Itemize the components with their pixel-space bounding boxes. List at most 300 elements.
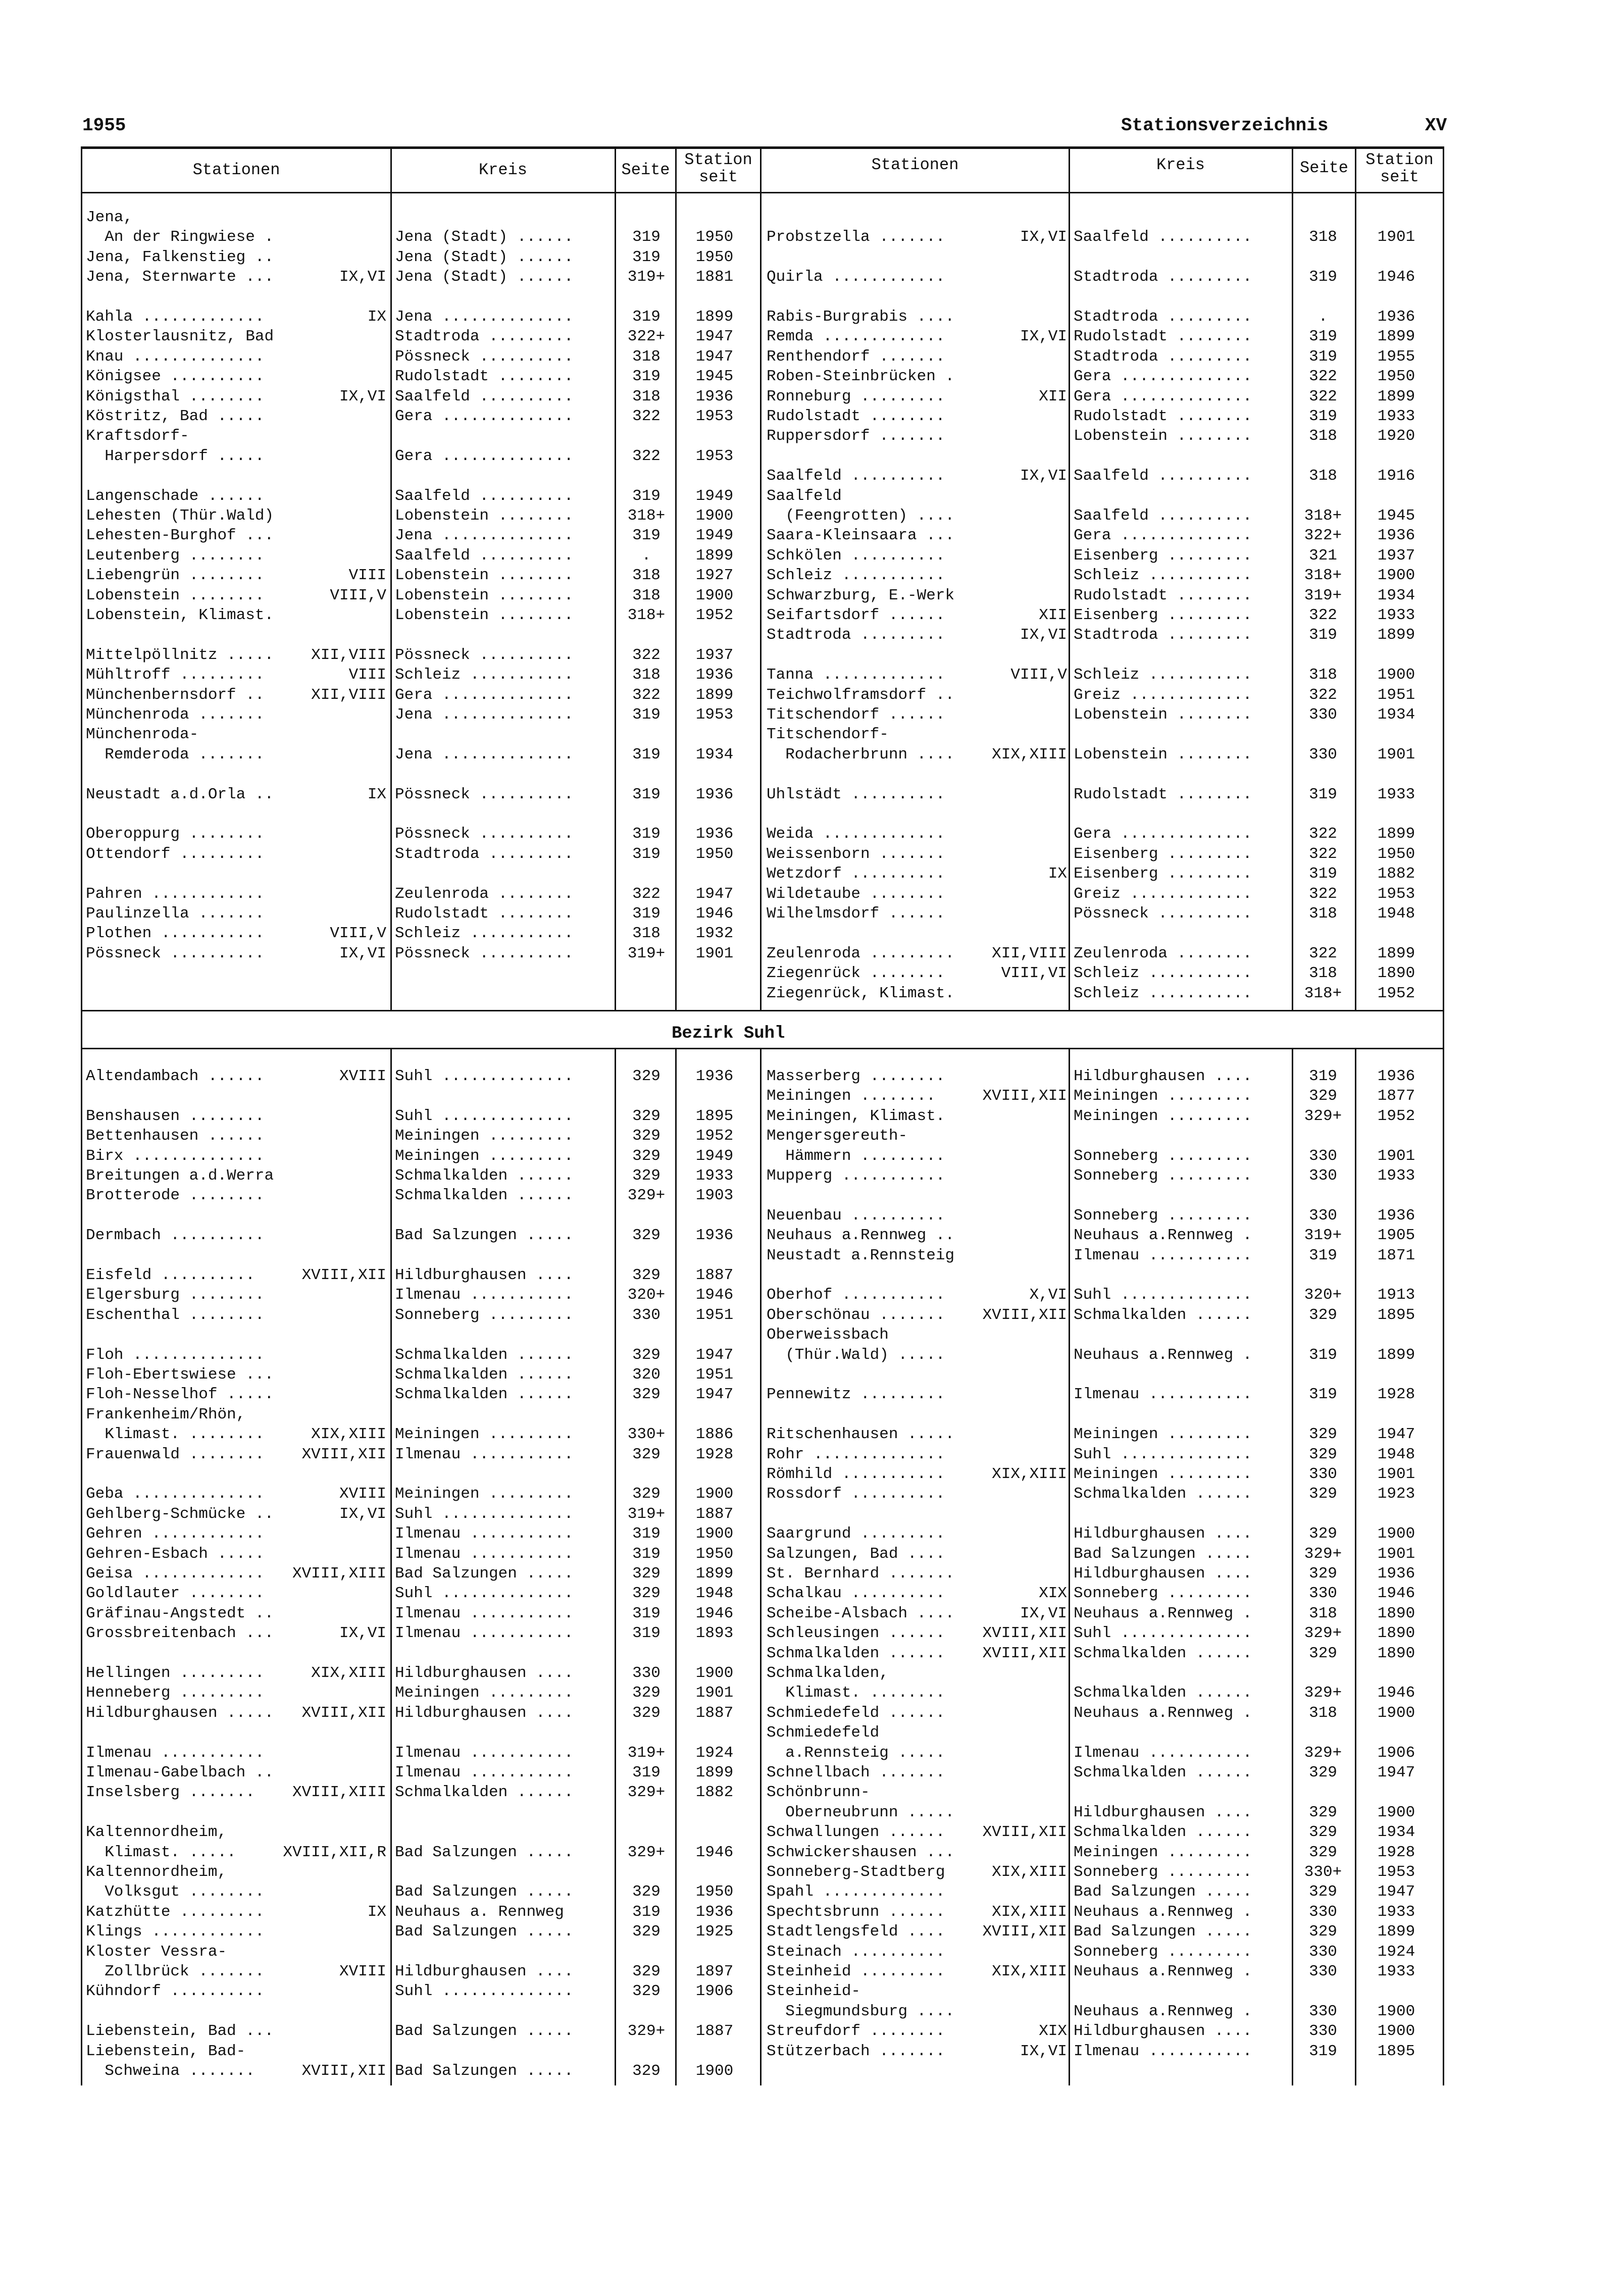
station-name: Lehesten-Burghof ... [86, 527, 274, 545]
station-seit-value: 1916 [1377, 467, 1415, 485]
line-number: VIII,V [330, 586, 386, 604]
station-name: Münchenroda ....... [86, 706, 265, 724]
station-seit-value: 1901 [695, 944, 734, 962]
station-name: Schwarzburg, E.-Werk [767, 586, 955, 604]
station-name: Spechtsbrunn ...... [767, 1903, 945, 1921]
kreis-name: Hildburghausen .... [1074, 1067, 1252, 1085]
line-number: XIX,XIII [311, 1425, 386, 1444]
station-name: Steinheid- [767, 1982, 861, 2001]
station-name: Titschendorf- [767, 726, 889, 744]
header-kreis-right: Kreis [1156, 156, 1205, 174]
line-number: XVIII,XIII [292, 1565, 386, 1583]
station-seit-value: 1906 [1377, 1744, 1415, 1762]
kreis-name: Saalfeld .......... [1074, 507, 1252, 525]
seite-value: 322 [632, 407, 661, 425]
station-seit-value: 1946 [695, 905, 734, 923]
station-seit-value: 1953 [1377, 885, 1415, 903]
seite-value: 329 [1309, 1485, 1337, 1503]
station-name: Rodacherbrunn .... [767, 745, 955, 763]
station-name: Pössneck .......... [86, 944, 265, 962]
seite-value: 319 [632, 845, 661, 863]
seite-value: 329 [632, 1147, 661, 1165]
seite-value: 322 [1309, 885, 1337, 903]
bezirk-heading: Bezirk Suhl [672, 1024, 785, 1043]
seite-value: 320+ [627, 1286, 666, 1304]
seite-value: 322+ [1304, 527, 1342, 545]
line-number: XIX [1039, 1585, 1067, 1603]
station-seit-value: 1899 [1377, 944, 1415, 962]
kreis-name: Bad Salzungen ..... [395, 1883, 574, 1901]
station-name: Jena, Falkenstieg .. [86, 248, 274, 266]
kreis-name: Rudolstadt ........ [395, 905, 574, 923]
seite-value: 318 [1309, 1704, 1337, 1722]
seite-value: 329 [1309, 1923, 1337, 1941]
seite-value: 319 [632, 228, 661, 246]
line-number: IX [367, 785, 386, 803]
station-name: Steinheid ......... [767, 1963, 945, 1980]
station-seit-value: 1950 [695, 1883, 734, 1901]
line-number: IX,VI [1020, 1604, 1067, 1622]
kreis-name: Sonneberg ......... [1074, 1167, 1252, 1185]
station-seit-value: 1925 [695, 1923, 734, 1941]
station-seit-value: 1950 [695, 248, 734, 266]
station-name: Königsthal ........ [86, 387, 265, 405]
kreis-name: Bad Salzungen ..... [395, 1227, 574, 1245]
station-name: Mengersgereuth- [767, 1127, 908, 1145]
col-divider [760, 1048, 762, 2085]
kreis-name: Meiningen ......... [395, 1425, 574, 1444]
station-seit-value: 1900 [695, 1485, 734, 1503]
line-number: IX [367, 308, 386, 326]
col-divider [1069, 146, 1070, 1010]
line-number: IX,VI [339, 1624, 386, 1643]
seite-value: 318 [1309, 964, 1337, 983]
station-name: Remda ............. [767, 328, 945, 346]
station-name: Zeulenroda ......... [767, 944, 955, 962]
line-number: VIII,V [330, 925, 386, 943]
station-seit-value: 1936 [695, 1903, 734, 1921]
kreis-name: Schmalkalden ...... [395, 1346, 574, 1364]
seite-value: 318+ [1304, 507, 1342, 525]
station-seit-value: 1933 [1377, 407, 1415, 425]
kreis-name: Zeulenroda ........ [395, 885, 574, 903]
seite-value: 329 [632, 1485, 661, 1503]
seite-value: 318 [1309, 666, 1337, 684]
station-seit-value: 1895 [1377, 2042, 1415, 2060]
station-name: Jena, [86, 209, 133, 226]
station-name: Schwallungen ...... [767, 1823, 945, 1842]
seite-value: 318+ [1304, 567, 1342, 585]
station-name: Gehlberg-Schmücke .. [86, 1505, 274, 1523]
kreis-name: Bad Salzungen ..... [1074, 1545, 1252, 1563]
station-name: Wetzdorf .......... [767, 865, 945, 883]
station-name: Altendambach ...... [86, 1067, 265, 1085]
station-name: Liebengrün ........ [86, 567, 265, 585]
station-name: Mupperg ........... [767, 1167, 945, 1185]
kreis-name: Bad Salzungen ..... [395, 2062, 574, 2080]
station-name: Kraftsdorf- [86, 427, 189, 445]
station-name: Meiningen, Klimast. [767, 1107, 945, 1125]
kreis-name: Sonneberg ......... [1074, 1147, 1252, 1165]
seite-value: 319 [1309, 1067, 1337, 1085]
seite-value: 319 [632, 1624, 661, 1643]
station-name: Schmalkalden, [767, 1664, 889, 1682]
kreis-name: Meiningen ......... [395, 1147, 574, 1165]
line-number: XVIII [339, 1485, 386, 1503]
kreis-name: Suhl .............. [395, 1067, 574, 1085]
station-name: Hellingen ......... [86, 1664, 265, 1682]
kreis-name: Neuhaus a.Rennweg . [1074, 2002, 1252, 2020]
station-name: Kahla ............. [86, 308, 265, 326]
line-number: XIX [1039, 2022, 1067, 2041]
kreis-name: Schmalkalden ...... [1074, 1485, 1252, 1503]
station-name: Titschendorf ...... [767, 706, 945, 724]
station-seit-value: 1933 [1377, 1167, 1415, 1185]
station-seit-value: 1936 [1377, 308, 1415, 326]
station-seit-value: 1933 [1377, 785, 1415, 803]
station-seit-value: 1900 [695, 1525, 734, 1543]
page-title: Stationsverzeichnis [1121, 115, 1329, 136]
station-seit-value: 1901 [1377, 1545, 1415, 1563]
kreis-name: Rudolstadt ........ [1074, 328, 1252, 346]
station-seit-value: 1951 [1377, 686, 1415, 704]
seite-value: 319 [632, 308, 661, 326]
station-name: Schmiedefeld ...... [767, 1704, 945, 1722]
station-name: Floh .............. [86, 1346, 265, 1364]
seite-value: 329 [632, 1963, 661, 1980]
station-seit-value: 1952 [1377, 984, 1415, 1002]
line-number: VIII,V [1010, 666, 1067, 684]
seite-value: 329 [632, 1585, 661, 1603]
kreis-name: Pössneck .......... [395, 646, 574, 664]
seite-value: 319 [632, 1764, 661, 1781]
kreis-name: Saalfeld .......... [395, 487, 574, 505]
kreis-name: Schmalkalden ...... [395, 1167, 574, 1185]
kreis-name: Jena (Stadt) ...... [395, 228, 574, 246]
seite-value: . [641, 546, 651, 565]
station-seit-value: 1924 [695, 1744, 734, 1762]
seite-value: 329 [1309, 1425, 1337, 1444]
kreis-name: Sonneberg ......... [1074, 1585, 1252, 1603]
seite-value: 329 [632, 1127, 661, 1145]
station-seit-value: 1936 [695, 1067, 734, 1085]
seite-value: 329+ [1304, 1107, 1342, 1125]
station-seit-value: 1947 [695, 1346, 734, 1364]
line-number: XVIII,XII [982, 1087, 1067, 1105]
line-number: XVIII [339, 1963, 386, 1980]
kreis-name: Schleiz ........... [1074, 984, 1252, 1002]
seite-value: 318+ [627, 507, 666, 525]
seite-value: 329 [1309, 1823, 1337, 1842]
station-name: Schönbrunn- [767, 1784, 870, 1802]
station-name: Klosterlausnitz, Bad [86, 328, 274, 346]
seite-value: 319 [632, 527, 661, 545]
header-station-seit-right [1356, 151, 1443, 186]
kreis-name: Meiningen ......... [395, 1127, 574, 1145]
seite-value: 322 [1309, 606, 1337, 624]
station-seit-value: 1947 [695, 885, 734, 903]
seite-value: 330+ [627, 1425, 666, 1444]
kreis-name: Schmalkalden ...... [1074, 1684, 1252, 1702]
kreis-name: Stadtroda ......... [395, 845, 574, 863]
station-seit-value: 1899 [695, 308, 734, 326]
kreis-name: Schmalkalden ...... [395, 1366, 574, 1384]
station-seit-value: 1900 [1377, 1525, 1415, 1543]
station-seit-value: 1936 [1377, 1565, 1415, 1583]
seite-value: 319 [1309, 1246, 1337, 1264]
seite-value: 320+ [1304, 1286, 1342, 1304]
kreis-name: Meiningen ......... [395, 1485, 574, 1503]
station-name: Ilmenau ........... [86, 1744, 265, 1762]
kreis-name: Lobenstein ........ [1074, 706, 1252, 724]
seite-value: 318 [632, 567, 661, 585]
station-seit-value: 1947 [1377, 1883, 1415, 1901]
station-name: Benshausen ........ [86, 1107, 265, 1125]
station-seit-value: 1953 [695, 447, 734, 465]
station-name: Liebenstein, Bad- [86, 2042, 246, 2060]
station-name: Schleiz ........... [767, 567, 945, 585]
kreis-name: Stadtroda ......... [395, 328, 574, 346]
col-divider [1355, 1048, 1356, 2085]
station-name: Seifartsdorf ...... [767, 606, 945, 624]
station-name: Streufdorf ........ [767, 2022, 945, 2041]
seite-value: 318 [632, 925, 661, 943]
station-seit-value: 1882 [695, 1784, 734, 1802]
station-name: Neustadt a.d.Orla .. [86, 785, 274, 803]
station-name: Volksgut ........ [86, 1883, 265, 1901]
kreis-name: Hildburghausen .... [1074, 2022, 1252, 2041]
seite-value: 330 [1309, 706, 1337, 724]
station-seit-value: 1900 [1377, 1803, 1415, 1821]
line-number: XIX,XIII [992, 1903, 1067, 1921]
kreis-name: Saalfeld .......... [395, 387, 574, 405]
kreis-name: Neuhaus a.Rennweg . [1074, 1704, 1252, 1722]
kreis-name: Hildburghausen .... [395, 1963, 574, 1980]
station-seit-value: 1928 [695, 1445, 734, 1463]
header-rule [81, 192, 1444, 193]
seite-value: 319+ [627, 1744, 666, 1762]
station-seit-value: 1893 [695, 1624, 734, 1643]
station-seit-value: 1949 [695, 487, 734, 505]
line-number: IX,VI [339, 944, 386, 962]
header-seite-right: Seite [1299, 159, 1348, 177]
kreis-name: Bad Salzungen ..... [395, 2022, 574, 2041]
header-seit-label: seit [699, 168, 738, 186]
station-name: Paulinzella ....... [86, 905, 265, 923]
line-number: IX [1048, 865, 1067, 883]
seite-value: 329 [632, 1565, 661, 1583]
seite-value: 319 [1309, 268, 1337, 286]
station-seit-value: 1952 [1377, 1107, 1415, 1125]
kreis-name: Lobenstein ........ [395, 606, 574, 624]
seite-value: 322 [632, 646, 661, 664]
kreis-name: Zeulenroda ........ [1074, 944, 1252, 962]
seite-value: 319 [1309, 2042, 1337, 2060]
station-seit-value: 1899 [1377, 387, 1415, 405]
kreis-name: Suhl .............. [395, 1107, 574, 1125]
line-number: XVIII,XII [982, 1823, 1067, 1842]
station-name: Hämmern ......... [767, 1147, 945, 1165]
kreis-name: Ilmenau ........... [395, 1744, 574, 1762]
seite-value: 318 [1309, 905, 1337, 923]
kreis-name: Neuhaus a.Rennweg . [1074, 1604, 1252, 1622]
seite-value: 319 [632, 1525, 661, 1543]
kreis-name: Meiningen ......... [1074, 1465, 1252, 1483]
station-seit-value: 1949 [695, 1147, 734, 1165]
header-seite: Seite [621, 161, 670, 179]
station-seit-value: 1950 [1377, 845, 1415, 863]
station-seit-value: 1928 [1377, 1386, 1415, 1404]
seite-value: 319 [1309, 347, 1337, 366]
line-number: XIX,XIII [992, 745, 1067, 763]
station-name: Geba .............. [86, 1485, 265, 1503]
kreis-name: Schmalkalden ...... [1074, 1644, 1252, 1662]
station-name: Kloster Vessra- [86, 1943, 227, 1961]
kreis-name: Lobenstein ........ [1074, 745, 1252, 763]
station-seit-value: 1901 [695, 1684, 734, 1702]
header-kreis: Kreis [478, 161, 527, 179]
seite-value: 329 [632, 1445, 661, 1463]
station-name: Oberneubrunn ..... [767, 1803, 955, 1821]
line-number: XIX,XIII [992, 1863, 1067, 1881]
station-name: Saalfeld .......... [767, 467, 945, 485]
station-seit-value: 1887 [695, 1505, 734, 1523]
station-seit-value: 1946 [695, 1604, 734, 1622]
station-seit-value: 1952 [695, 1127, 734, 1145]
seite-value: 329 [1309, 1803, 1337, 1821]
station-seit-value: 1901 [1377, 228, 1415, 246]
seite-value: 319 [632, 745, 661, 763]
station-seit-value: 1900 [1377, 666, 1415, 684]
seite-value: 322 [632, 885, 661, 903]
station-seit-value: 1945 [695, 368, 734, 386]
station-seit-value: 1946 [1377, 1684, 1415, 1702]
seite-value: 319+ [627, 268, 666, 286]
station-name: Breitungen a.d.Werra [86, 1167, 274, 1185]
top-rule [81, 146, 1444, 149]
station-seit-value: 1945 [1377, 507, 1415, 525]
kreis-name: Bad Salzungen ..... [1074, 1923, 1252, 1941]
station-seit-value: 1934 [1377, 586, 1415, 604]
seite-value: 329 [632, 1386, 661, 1404]
seite-value: 319 [632, 248, 661, 266]
station-name: Steinach .......... [767, 1943, 945, 1961]
station-name: a.Rennsteig ..... [767, 1744, 945, 1762]
station-seit-value: 1934 [695, 745, 734, 763]
seite-value: 322 [632, 686, 661, 704]
kreis-name: Hildburghausen .... [395, 1266, 574, 1284]
station-name: Remderoda ....... [86, 745, 265, 763]
station-seit-value: 1948 [1377, 1445, 1415, 1463]
kreis-name: Meiningen ......... [395, 1684, 574, 1702]
station-seit-value: 1946 [1377, 1585, 1415, 1603]
header-stationen-right: Stationen [871, 156, 959, 174]
kreis-name: Schleiz ........... [1074, 964, 1252, 983]
station-name: Plothen ........... [86, 925, 265, 943]
station-seit-value: 1933 [1377, 1903, 1415, 1921]
station-name: Saalfeld [767, 487, 842, 505]
station-seit-value: 1900 [695, 586, 734, 604]
station-seit-value: 1901 [1377, 1147, 1415, 1165]
kreis-name: Stadtroda ......... [1074, 268, 1252, 286]
station-name: Frankenheim/Rhön, [86, 1405, 246, 1423]
station-seit-value: 1953 [695, 706, 734, 724]
seite-value: 329 [632, 1883, 661, 1901]
kreis-name: Rudolstadt ........ [395, 368, 574, 386]
kreis-name: Hildburghausen .... [395, 1664, 574, 1682]
station-name: Oberhof ........... [767, 1286, 945, 1304]
seite-value: 330 [1309, 2002, 1337, 2020]
station-seit-value: 1900 [695, 2062, 734, 2080]
line-number: IX,VI [1020, 2042, 1067, 2060]
line-number: IX,VI [339, 387, 386, 405]
station-seit-value: 1923 [1377, 1485, 1415, 1503]
seite-value: 322 [1309, 686, 1337, 704]
seite-value: 322 [1309, 845, 1337, 863]
seite-value: 319 [632, 785, 661, 803]
station-name: Goldlauter ........ [86, 1585, 265, 1603]
station-name: Roben-Steinbrücken . [767, 368, 955, 386]
station-name: Quirla ............ [767, 268, 945, 286]
kreis-name: Suhl .............. [395, 1505, 574, 1523]
station-name: Schnellbach ....... [767, 1764, 945, 1781]
bezirk-rule-top [81, 1010, 1444, 1011]
table-border-right [1443, 146, 1444, 2085]
seite-value: 322 [1309, 825, 1337, 843]
station-name: Rohr .............. [767, 1445, 945, 1463]
station-seit-value: 1887 [695, 1266, 734, 1284]
kreis-name: Ilmenau ........... [1074, 1246, 1252, 1264]
line-number: XVIII,XII [301, 2062, 386, 2080]
station-name: Stadtlengsfeld .... [767, 1923, 945, 1941]
kreis-name: Schleiz ........... [395, 666, 574, 684]
kreis-name: Ilmenau ........... [1074, 1744, 1252, 1762]
seite-value: 329 [632, 1067, 661, 1085]
station-name: Klings ............ [86, 1923, 265, 1941]
station-name: Oberoppurg ........ [86, 825, 265, 843]
seite-value: 329 [632, 1107, 661, 1125]
station-name: Rudolstadt ........ [767, 407, 945, 425]
station-seit-value: 1903 [695, 1187, 734, 1205]
station-seit-value: 1950 [695, 1545, 734, 1563]
station-seit-value: 1950 [695, 845, 734, 863]
line-number: XVIII [339, 1067, 386, 1085]
seite-value: 319 [632, 1545, 661, 1563]
station-seit-value: 1890 [1377, 1644, 1415, 1662]
seite-value: 329 [632, 1227, 661, 1245]
kreis-name: Schmalkalden ...... [1074, 1823, 1252, 1842]
kreis-name: Greiz ............. [1074, 885, 1252, 903]
kreis-name: Jena .............. [395, 745, 574, 763]
station-name: Rabis-Burgrabis .... [767, 308, 955, 326]
col-divider [1069, 1048, 1070, 2085]
kreis-name: Stadtroda ......... [1074, 347, 1252, 366]
seite-value: 318 [1309, 467, 1337, 485]
seite-value: 318 [632, 666, 661, 684]
station-seit-value: 1948 [695, 1585, 734, 1603]
kreis-name: Schmalkalden ...... [1074, 1306, 1252, 1324]
seite-value: 329 [632, 1982, 661, 2001]
station-seit-value: 1871 [1377, 1246, 1415, 1264]
station-name: Neuhaus a.Rennweg .. [767, 1227, 955, 1245]
kreis-name: Bad Salzungen ..... [395, 1923, 574, 1941]
station-name: Ilmenau-Gabelbach .. [86, 1764, 274, 1781]
station-seit-value: 1913 [1377, 1286, 1415, 1304]
station-name: Teichwolframsdorf .. [767, 686, 955, 704]
seite-value: 322+ [627, 328, 666, 346]
seite-value: 329 [632, 1923, 661, 1941]
station-seit-value: 1927 [695, 567, 734, 585]
